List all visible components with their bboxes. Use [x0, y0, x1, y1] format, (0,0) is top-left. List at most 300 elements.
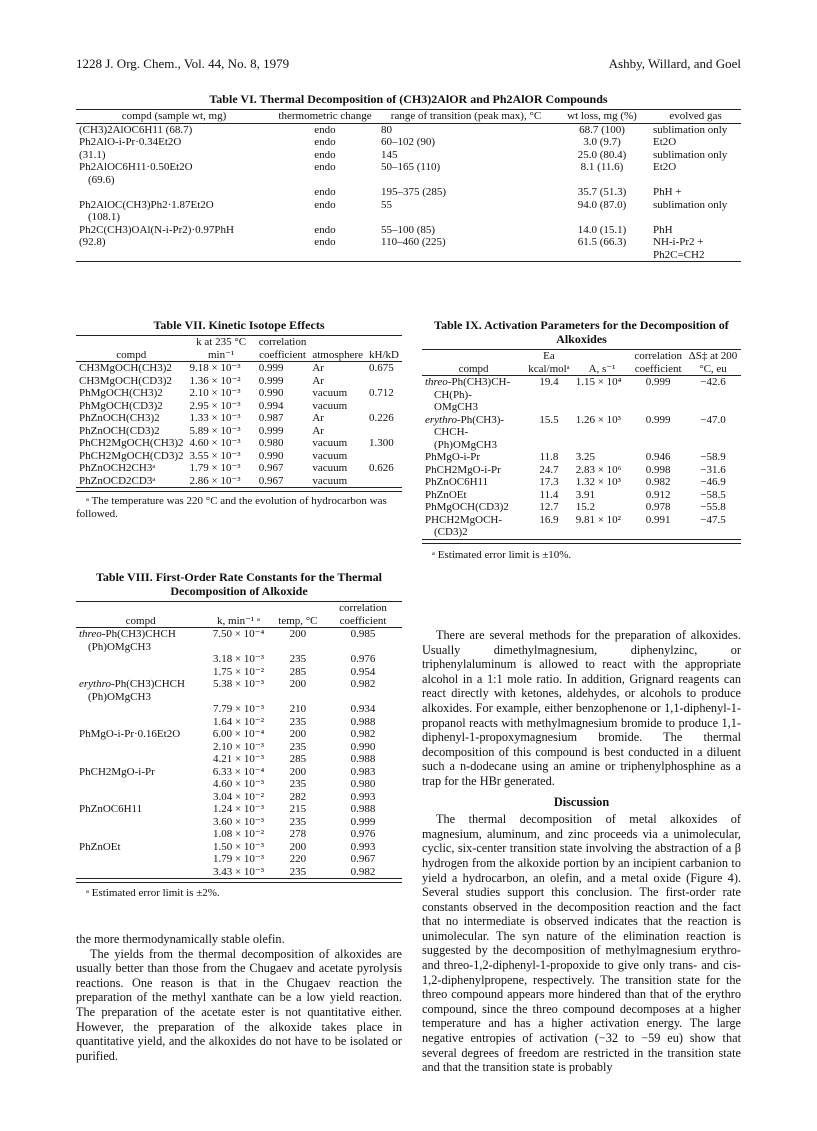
t6-col-compd: compd (sample wt, mg) — [121, 110, 227, 122]
table8-cell: 0.976 — [350, 828, 376, 840]
table8-cell: 0.976 — [350, 653, 376, 665]
table8-cell: 215 — [289, 803, 307, 815]
t8-col-compd: compd — [125, 614, 156, 627]
table8-cell: 278 — [289, 828, 307, 840]
table9-cell: −55.8 — [700, 501, 726, 513]
table6-cell: 55 — [381, 198, 392, 211]
table9-cell: 0.982 — [645, 476, 671, 488]
table6-cell: Ph2AlO-i-Pr·0.34Et2O — [79, 136, 182, 148]
table9-cell: 1.32 × 10³ — [575, 476, 621, 488]
table9-cell: 15.5 — [539, 413, 559, 426]
table6-cell — [378, 249, 554, 262]
table6-cell: 145 — [381, 148, 398, 161]
table8-cell: 1.64 × 10⁻² — [212, 715, 265, 728]
table7-cell: 0.226 — [369, 412, 394, 424]
table6-cell: 110–460 (225) — [381, 236, 446, 248]
table6-cell: NH-i-Pr2 + — [653, 236, 704, 248]
table8-row — [76, 803, 402, 816]
table6-cell: 8.1 (11.6) — [580, 161, 624, 173]
table-8-grid — [76, 601, 402, 879]
table9-cell: −58.9 — [700, 451, 726, 463]
table7-cell: Ar — [312, 424, 324, 437]
table8-cell: 0.988 — [350, 753, 376, 765]
t6-col-thermo: thermometric change — [278, 110, 372, 122]
table8-cell — [76, 703, 205, 716]
table8-row — [76, 853, 402, 866]
left-body-text — [76, 932, 402, 1063]
table6-cell: 195–375 (285) — [381, 186, 447, 198]
table8-cell: 235 — [289, 815, 307, 828]
table6-cell: Ph2C(CH3)OAl(N-i-Pr2)·0.97PhH — [79, 223, 234, 236]
left-paragraph-2: The yields from the thermal decomposition of alkoxides are usually better than those from the Chugaev and acetate pyrolysis reactions. One reason is that in the Chugaev reaction the preparation of the methyl xanthate can be a low yield reaction. The preparation of the acetate ester is not quantitative either. However, the preparation of the alkoxide takes place in quantitative yield, and the alkoxides do not have to be isolated or purified. — [76, 946, 402, 1063]
table7-cell — [366, 475, 402, 488]
table9-cell: PHCH2MgOCH- — [425, 513, 503, 526]
table7-row — [76, 387, 402, 400]
table8-cell — [324, 691, 402, 704]
table7-cell: 1.33 × 10⁻³ — [189, 412, 241, 424]
table9-cell — [525, 526, 573, 539]
table9-cell — [685, 401, 741, 414]
table7-row — [76, 400, 402, 413]
table7-row — [76, 437, 402, 450]
table8-cell — [76, 816, 205, 829]
table7-cell: PhMgOCH(CH3)2 — [79, 387, 163, 399]
table8-cell: 0.934 — [350, 703, 376, 715]
table7-cell: 0.987 — [258, 412, 284, 424]
t9-col-ds: ΔS‡ at 200 °C, eu — [688, 350, 738, 375]
table6-cell — [272, 174, 378, 187]
table9-cell: 24.7 — [539, 463, 559, 476]
table6-cell: endo — [314, 136, 336, 148]
table6-row — [76, 224, 741, 237]
table9-cell: −31.6 — [700, 463, 726, 476]
table6-cell — [650, 211, 741, 224]
table7-cell: vacuum — [312, 449, 348, 462]
table8-cell: 7.50 × 10⁻⁴ — [212, 628, 265, 640]
table8-row — [76, 678, 402, 691]
table8-row — [76, 716, 402, 729]
table7-row — [76, 375, 402, 388]
table6-cell: endo — [314, 223, 336, 236]
table6-cell — [272, 211, 378, 224]
table9-cell — [525, 439, 573, 452]
table8-row — [76, 778, 402, 791]
table7-row — [76, 362, 402, 375]
t7-col-kh: kH/kD — [369, 348, 399, 361]
table8-cell — [76, 853, 205, 866]
table8-cell: 0.983 — [350, 765, 376, 778]
table8-row — [76, 653, 402, 666]
table6-cell: Et2O — [653, 161, 677, 173]
table7-cell: 0.994 — [258, 399, 284, 412]
table7-row — [76, 450, 402, 463]
table6-cell — [76, 249, 272, 262]
table9-cell: 1.15 × 10⁴ — [575, 376, 622, 388]
table8-cell: 6.00 × 10⁻⁴ — [212, 728, 265, 740]
table6-cell: 25.0 (80.4) — [577, 148, 627, 161]
t8-col-corr: correlation coefficient — [339, 602, 387, 627]
table9-row — [422, 501, 741, 514]
table9-cell — [631, 401, 685, 414]
table9-cell: −42.6 — [700, 376, 726, 388]
table8-cell: 210 — [289, 703, 307, 715]
table-7-footnote: ᵃ The temperature was 220 °C and the evolution of hydrocarbon was followed. — [76, 491, 402, 521]
t9-col-compd: compd — [458, 362, 489, 375]
table8-cell: 0.988 — [350, 803, 376, 815]
table8-row — [76, 866, 402, 879]
table9-cell: CHCH- — [434, 426, 469, 438]
table-6-grid — [76, 109, 741, 262]
table7-cell: 0.967 — [258, 462, 284, 474]
table9-cell: (Ph)OMgCH3 — [434, 438, 497, 451]
table9-cell: erythro-Ph(CH3)- — [425, 413, 505, 426]
table6-cell: PhH + — [653, 186, 682, 198]
table8-cell: 235 — [289, 778, 307, 790]
table7-cell: 1.79 × 10⁻³ — [189, 462, 241, 474]
table9-cell: 11.4 — [539, 488, 559, 501]
table7-row — [76, 425, 402, 438]
table7-cell — [366, 400, 402, 413]
table8-cell — [205, 641, 272, 654]
table9-cell: −58.5 — [700, 488, 726, 501]
table6-cell: 61.5 (66.3) — [577, 236, 627, 248]
table9-cell: PhCH2MgO-i-Pr — [425, 463, 501, 476]
table8-cell: 200 — [289, 678, 307, 690]
table9-cell: 3.91 — [575, 488, 595, 501]
table8-cell — [272, 641, 324, 654]
table6-cell — [650, 174, 741, 187]
table8-cell: 3.18 × 10⁻³ — [212, 653, 265, 665]
table8-cell — [324, 641, 402, 654]
table6-cell: (108.1) — [88, 211, 121, 223]
table7-cell: 0.999 — [258, 424, 284, 437]
table9-cell: 17.3 — [539, 476, 559, 488]
table8-row — [76, 791, 402, 804]
table9-cell: OMgCH3 — [434, 401, 479, 413]
table6-cell: 68.7 (100) — [579, 123, 625, 136]
table9-cell — [631, 526, 685, 539]
table8-cell: 0.980 — [350, 778, 376, 790]
table8-cell: 4.60 × 10⁻³ — [212, 778, 265, 790]
table7-cell: PhCH2MgOCH(CH3)2 — [79, 437, 184, 449]
table9-cell: 12.7 — [539, 501, 559, 513]
table-8-title: Table VIII. First-Order Rate Constants for the Thermal Decomposition of Alkoxide — [96, 570, 382, 598]
table9-row — [422, 476, 741, 489]
table7-cell: vacuum — [312, 474, 348, 487]
table7-cell: Ar — [312, 412, 324, 424]
table6-cell — [76, 186, 272, 199]
table7-cell: 3.55 × 10⁻³ — [189, 449, 241, 462]
discussion-heading: Discussion — [553, 794, 610, 809]
table8-cell — [76, 866, 205, 879]
table8-cell: 235 — [289, 865, 307, 878]
table8-cell: 0.967 — [350, 853, 376, 865]
table6-cell: 55–100 (85) — [381, 223, 436, 236]
table-8 — [76, 570, 402, 900]
table9-cell — [631, 426, 685, 439]
table8-row — [76, 766, 402, 779]
table7-cell: vacuum — [312, 437, 348, 449]
table7-row — [76, 412, 402, 425]
table8-cell: PhZnOEt — [79, 840, 121, 853]
table6-cell — [554, 211, 650, 224]
table9-row — [422, 464, 741, 477]
table7-cell: 1.36 × 10⁻² — [189, 374, 241, 387]
table6-cell: endo — [314, 148, 336, 161]
table8-row — [76, 728, 402, 741]
table8-cell: 4.21 × 10⁻³ — [212, 753, 265, 765]
table9-cell: (CD3)2 — [434, 526, 468, 538]
t7-col-k: k at 235 °C min⁻¹ — [196, 336, 247, 361]
table9-cell: 1.26 × 10³ — [575, 413, 621, 426]
table8-cell: 1.50 × 10⁻³ — [212, 840, 265, 853]
table7-cell: 2.10 × 10⁻³ — [189, 387, 241, 399]
table9-cell: PhMgO-i-Pr — [425, 451, 481, 463]
table8-cell: 285 — [289, 753, 307, 765]
table8-cell: 235 — [289, 740, 307, 753]
table9-cell: 0.999 — [645, 413, 671, 426]
table6-cell: endo — [314, 123, 336, 136]
table9-cell: CH(Ph)- — [434, 388, 472, 401]
table8-cell: 0.999 — [350, 815, 376, 828]
table9-cell: 0.978 — [645, 501, 671, 513]
table7-cell: vacuum — [312, 399, 348, 412]
table8-row — [76, 666, 402, 679]
table7-cell — [366, 450, 402, 463]
table6-cell: 3.0 (9.7) — [583, 136, 621, 148]
table9-cell: 9.81 × 10² — [575, 513, 621, 526]
table-8-footnote: ᵃ Estimated error limit is ±2%. — [76, 882, 402, 900]
table8-cell: 200 — [289, 728, 307, 740]
table7-cell: vacuum — [312, 387, 348, 399]
table9-cell — [573, 389, 632, 402]
t6-col-wtloss: wt loss, mg (%) — [567, 110, 637, 122]
table9-cell: 2.83 × 10⁶ — [575, 463, 622, 476]
table8-cell: 285 — [289, 665, 307, 678]
table8-cell: 3.04 × 10⁻² — [212, 790, 265, 803]
table9-cell — [631, 439, 685, 452]
table7-cell: PhZnOCH2CH3ᵃ — [79, 462, 156, 474]
table6-cell: 14.0 (15.1) — [577, 223, 627, 236]
table8-row — [76, 641, 402, 654]
table9-cell: PhMgOCH(CD3)2 — [425, 501, 509, 513]
table9-cell — [685, 389, 741, 402]
table7-cell — [366, 425, 402, 438]
table6-cell: sublimation only — [653, 198, 728, 211]
table6-cell: (31.1) — [79, 148, 106, 161]
table8-cell — [76, 791, 205, 804]
table9-row — [422, 414, 741, 427]
table8-cell: 235 — [289, 715, 307, 728]
table6-cell: sublimation only — [653, 148, 728, 161]
table9-row — [422, 451, 741, 464]
table9-row — [422, 376, 741, 389]
table9-cell: 11.8 — [539, 451, 559, 463]
table7-cell: 0.712 — [369, 387, 394, 399]
t8-col-k: k, min⁻¹ ᵃ — [217, 614, 260, 627]
table6-cell: PhH — [653, 223, 673, 236]
table8-cell: 1.08 × 10⁻² — [212, 828, 265, 840]
table9-row — [422, 426, 741, 439]
table8-cell: 235 — [289, 653, 307, 665]
table8-cell — [205, 691, 272, 704]
table9-cell — [685, 439, 741, 452]
t9-col-a: A, s⁻¹ — [588, 362, 616, 375]
table7-cell: 0.999 — [258, 374, 284, 387]
table6-row — [76, 236, 741, 249]
table6-cell — [554, 249, 650, 262]
table6-cell: 94.0 (87.0) — [577, 198, 627, 211]
table-9 — [422, 318, 741, 562]
table6-cell: endo — [314, 186, 336, 198]
table9-cell: −46.9 — [700, 476, 726, 488]
table8-cell: 0.993 — [350, 840, 376, 853]
table7-cell: CH3MgOCH(CD3)2 — [79, 374, 172, 387]
table8-cell: 200 — [289, 765, 307, 778]
table7-row — [76, 462, 402, 475]
t9-col-corr: correlation coefficient — [634, 350, 682, 375]
table9-row — [422, 389, 741, 402]
table8-cell: erythro-Ph(CH3)CHCH — [79, 678, 185, 690]
table9-cell — [573, 401, 632, 414]
table8-cell — [76, 778, 205, 791]
table8-cell: 282 — [289, 790, 307, 803]
table6-cell: sublimation only — [653, 123, 728, 136]
table8-cell — [76, 753, 205, 766]
table8-cell: 6.33 × 10⁻⁴ — [212, 765, 265, 778]
table-7 — [76, 318, 402, 521]
table9-cell — [573, 526, 632, 539]
table7-cell: vacuum — [312, 462, 348, 474]
table8-cell: 2.10 × 10⁻³ — [212, 740, 265, 753]
t8-col-temp: temp, °C — [278, 614, 318, 627]
table7-cell: 9.18 × 10⁻³ — [189, 362, 241, 374]
table8-cell: 0.993 — [350, 790, 376, 803]
table8-cell: PhCH2MgO-i-Pr — [79, 765, 155, 778]
t6-col-range: range of transition (peak max), °C — [390, 110, 542, 122]
table7-cell: 0.626 — [369, 462, 394, 474]
table8-cell: 220 — [289, 853, 307, 865]
table8-cell — [76, 653, 205, 666]
running-head-right: Ashby, Willard, and Goel — [608, 56, 741, 71]
table6-row — [76, 211, 741, 224]
table7-cell: 0.990 — [258, 387, 284, 399]
table9-cell: 0.946 — [645, 451, 671, 463]
table7-cell: 4.60 × 10⁻³ — [189, 437, 241, 449]
left-paragraph-1: the more thermodynamically stable olefin. — [76, 932, 285, 946]
table8-cell: PhMgO-i-Pr·0.16Et2O — [79, 728, 181, 740]
table8-cell: 7.79 × 10⁻³ — [212, 703, 265, 715]
table7-cell: PhZnOCH(CD3)2 — [79, 424, 160, 437]
table8-cell: 0.985 — [350, 628, 376, 640]
table-9-grid — [422, 349, 741, 540]
stereo-prefix: erythro — [79, 678, 111, 690]
table8-cell: 1.24 × 10⁻³ — [212, 803, 265, 815]
table9-cell: −47.5 — [700, 513, 726, 526]
table8-row — [76, 703, 402, 716]
table9-row — [422, 526, 741, 539]
table-7-title: Table VII. Kinetic Isotope Effects — [153, 318, 325, 332]
table6-row — [76, 186, 741, 199]
table7-cell — [366, 375, 402, 388]
table6-row — [76, 136, 741, 149]
table9-row — [422, 439, 741, 452]
table9-cell: PhZnOEt — [425, 488, 467, 501]
table6-cell: 60–102 (90) — [381, 136, 436, 148]
table8-cell: 0.982 — [350, 865, 376, 878]
table7-cell: 0.999 — [258, 362, 284, 374]
right-paragraph-1: There are several methods for the preparation of alkoxides. Usually dimethylmagnesium, diphenylzinc, or triphenylaluminum is allowed to react with the appropriate alcohol in a 1:1 mole ratio. In addition, Grignard reagents can react directly with ketones, aldehydes, or alcohols to produce alkoxides. For example, either benzophenone or 1,1-diphenyl-1-propanol reacts with methylmagnesium bromide to produce 1,1-diphenyl-1-propoxymagnesium bromide. The thermal decomposition of this compound is best conducted in a diluent such a n-dodecane using an amine or triphenylphosphine as a trap for the HBr generated. — [422, 628, 741, 788]
table6-cell — [554, 174, 650, 187]
table6-row — [76, 161, 741, 174]
table8-cell: 0.988 — [350, 715, 376, 728]
table9-cell — [525, 401, 573, 414]
t7-col-compd: compd — [116, 348, 147, 361]
table9-cell — [525, 389, 573, 402]
table8-row — [76, 628, 402, 641]
table7-cell: Ar — [312, 374, 324, 387]
t6-col-gas: evolved gas — [669, 110, 722, 122]
table8-cell: 3.60 × 10⁻³ — [212, 815, 265, 828]
table8-row — [76, 753, 402, 766]
table7-cell: PhCH2MgOCH(CD3)2 — [79, 449, 184, 462]
table6-cell: 80 — [381, 123, 392, 136]
table6-cell — [378, 211, 554, 224]
table-9-footnote: ᵃ Estimated error limit is ±10%. — [422, 543, 741, 562]
table7-cell: PhMgOCH(CD3)2 — [79, 399, 163, 412]
table6-cell: endo — [314, 198, 336, 211]
table6-row — [76, 123, 741, 136]
table8-cell: 200 — [289, 628, 307, 640]
running-head-left: 1228 J. Org. Chem., Vol. 44, No. 8, 1979 — [76, 56, 290, 71]
table-7-grid — [76, 335, 402, 488]
table8-cell: 5.38 × 10⁻³ — [212, 678, 265, 690]
table7-cell: 2.95 × 10⁻³ — [189, 399, 241, 412]
table8-row — [76, 841, 402, 854]
table9-cell — [631, 389, 685, 402]
table-6-title: Table VI. Thermal Decomposition of (CH3)2AlOR and Ph2AlOR Compounds — [209, 92, 608, 106]
table9-cell: 3.25 — [575, 451, 595, 463]
table6-cell — [378, 174, 554, 187]
table6-cell: (CH3)2AlOC6H11 (68.7) — [79, 123, 193, 136]
table8-cell: 3.43 × 10⁻³ — [212, 865, 265, 878]
table6-row — [76, 199, 741, 212]
table6-cell: Ph2C=CH2 — [653, 248, 705, 261]
right-paragraph-2: The thermal decomposition of metal alkoxides of magnesium, aluminum, and zinc proceeds via a unimolecular, cyclic, six-center transition state involving the abstraction of a β hydrogen from the alkoxide portion by an incipient carbanion to yield a hydrocarbon, an olefin, and a metal oxide (Figure 4). Several studies support this conclusion. The first-order rate constants observed in the decomposition reaction and the fact that no intermediate is observed indicates that the reaction is unimolecular. The syn nature of the elimination reaction is suggested by the decomposition of methylmagnesium erythro- and threo-1,2-diphenyl-1-propoxide to give only trans- and cis-1,2-diphenylpropene, respectively. The transition state for the threo compound appears more hindered than that of the erythro compound, since the threo compound decomposes at a higher temperature and has a higher activation energy. The large negative entropies of activation (−32 to −59 eu) show that several degrees of freedom are restricted in the transition state and that the transition state is probably — [422, 812, 741, 1075]
table7-cell: 1.300 — [369, 437, 394, 449]
table9-row — [422, 514, 741, 527]
table9-cell: 15.2 — [575, 501, 595, 513]
table7-cell: 5.89 × 10⁻³ — [189, 424, 241, 437]
table9-cell: 0.998 — [645, 463, 671, 476]
table9-cell — [685, 426, 741, 439]
table8-cell: 0.982 — [350, 728, 376, 740]
table9-row — [422, 401, 741, 414]
table6-cell: endo — [314, 236, 336, 248]
table6-cell: Et2O — [653, 136, 677, 148]
table7-cell: CH3MgOCH(CH3)2 — [79, 362, 172, 374]
table8-cell — [272, 691, 324, 704]
table8-cell — [76, 666, 205, 679]
table8-cell: 1.75 × 10⁻² — [212, 665, 265, 678]
table7-cell: 2.86 × 10⁻³ — [189, 474, 241, 487]
table9-cell: 0.999 — [645, 376, 671, 388]
table6-cell: Ph2AlOC(CH3)Ph2·1.87Et2O — [79, 198, 214, 211]
table8-cell — [76, 741, 205, 754]
table8-row — [76, 741, 402, 754]
table9-cell: threo-Ph(CH3)CH- — [425, 376, 511, 388]
table8-row — [76, 691, 402, 704]
